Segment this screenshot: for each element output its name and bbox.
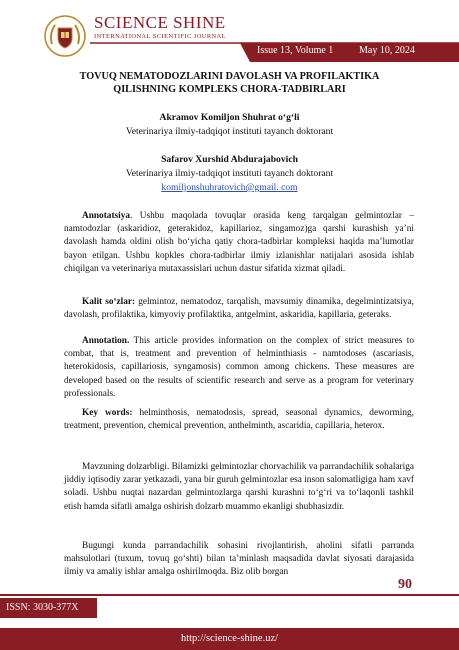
- publication-date: May 10, 2024: [359, 45, 415, 56]
- annotatsiya-paragraph: [64, 210, 414, 276]
- issn-text: ISSN: 3030-377X: [6, 602, 79, 613]
- annotatsiya-text: . Ushbu maqolada tovuqlar orasida keng tarqalgan gelmintozlar – namtodozlar (askaridioz, geterakidoz, kapillarioz, singamoz)ga qarshi kurashish ya’ni davolash hamda oldini olish bo‘yicha qatiy chora-tadbirlar kompleksi haqida ma’lumotlar bayon etilgan. Ushbu kopkles chora-tadbirlar ilmiy izlanishlar natijalari asosida ishlab chiqilgan va veterinariya mutaxassislari uchun dastur sifatida xizmat qiladi.: [64, 211, 414, 274]
- author-affiliation: Veterinariya ilmiy-tadqiqot instituti tayanch doktorant: [125, 126, 334, 137]
- author-affiliation: Veterinariya ilmiy-tadqiqot instituti tayanch doktorant: [125, 168, 334, 179]
- author-email-link[interactable]: komiljonshuhratovich@gmail. com: [161, 182, 298, 193]
- body-paragraph: Bugungi kunda parrandachilik sohasini rivojlantirish, aholini sifatli parranda mahsulotlari (tuxum, tovuq go‘shti) bilan ta’minlash maqsadida davlat siyosati darajasida ilmiy va amaliy ishlar amalga oshirilmoqda. Biz olib borgan: [64, 541, 414, 578]
- article-title-line-1: TOVUQ NEMATODOZLARINI DAVOLASH VA PROFILAKTIKA: [79, 71, 380, 82]
- annotatsiya-label: Annotatsiya: [82, 211, 131, 221]
- annotation-text: This article provides information on the complex of strict measures to combat, that is, treatment and prevention of helminthiasis - namtodoses (ascariasis, heterokidosis, capillariosis, syngamosis) common among chickens. These measures are developed based on the results of scientific research and serve as a program for veterinary professionals.: [64, 336, 414, 399]
- article-title-line-2: QILISHNING KOMPLEKS CHORA-TADBIRLARI: [113, 84, 346, 95]
- journal-url-link[interactable]: http://science-shine.uz/: [180, 633, 279, 644]
- page-number: 90: [398, 577, 412, 592]
- journal-brand-subtitle: INTERNATIONAL SCIENTIFIC JOURNAL: [94, 33, 227, 40]
- key-words-label: Key words:: [82, 408, 133, 418]
- body-paragraph: Mavzuning dolzarbligi. Bilamizki gelmintozlar chorvachilik va parrandachilik sohalariga jiddiy iqtisodiy zarar yetkazadi, yana bir guruh gelmintozlar esa inson salomatligiga ham xavf soladi. Ushbu nuqtai nazardan gelmintozlarga qarshi kurashni to‘g‘ri va to‘laqonli tashkil etish hamda sifatli amalga oshirish dolzarb muammo ekanligi shubhasizdir.: [64, 462, 414, 512]
- journal-brand-name: SCIENCE SHINE: [94, 13, 226, 32]
- key-words-paragraph: [64, 407, 414, 433]
- kalit-sozlar-label: Kalit so‘zlar:: [82, 297, 136, 307]
- laurel-shield-logo-icon: [43, 14, 87, 58]
- issue-volume: Issue 13, Volume 1: [257, 45, 334, 56]
- annotation-paragraph: [64, 335, 414, 401]
- kalit-sozlar-paragraph: [64, 296, 414, 322]
- key-words-text: helminthosis, nematodosis, spread, seasonal dynamics, deworming, treatment, prevention, chemical prevention, anthelminth, ascaridia, capillaria, heterox.: [64, 408, 414, 432]
- kalit-sozlar-text: gelmintoz, nematodoz, tarqalish, mavsumiy dinamika, degelmintizatsiya, davolash, profilaktika, kimyoviy profilaktika, antgelmint, askaridia, kapillaria, geteraks.: [64, 297, 414, 321]
- author-name: Safarov Xurshid Abdurajabovich: [161, 154, 298, 165]
- footer-divider: [0, 594, 459, 596]
- author-name: Akramov Komiljon Shuhrat o‘g‘li: [159, 112, 300, 123]
- annotation-label: Annotation.: [82, 336, 130, 346]
